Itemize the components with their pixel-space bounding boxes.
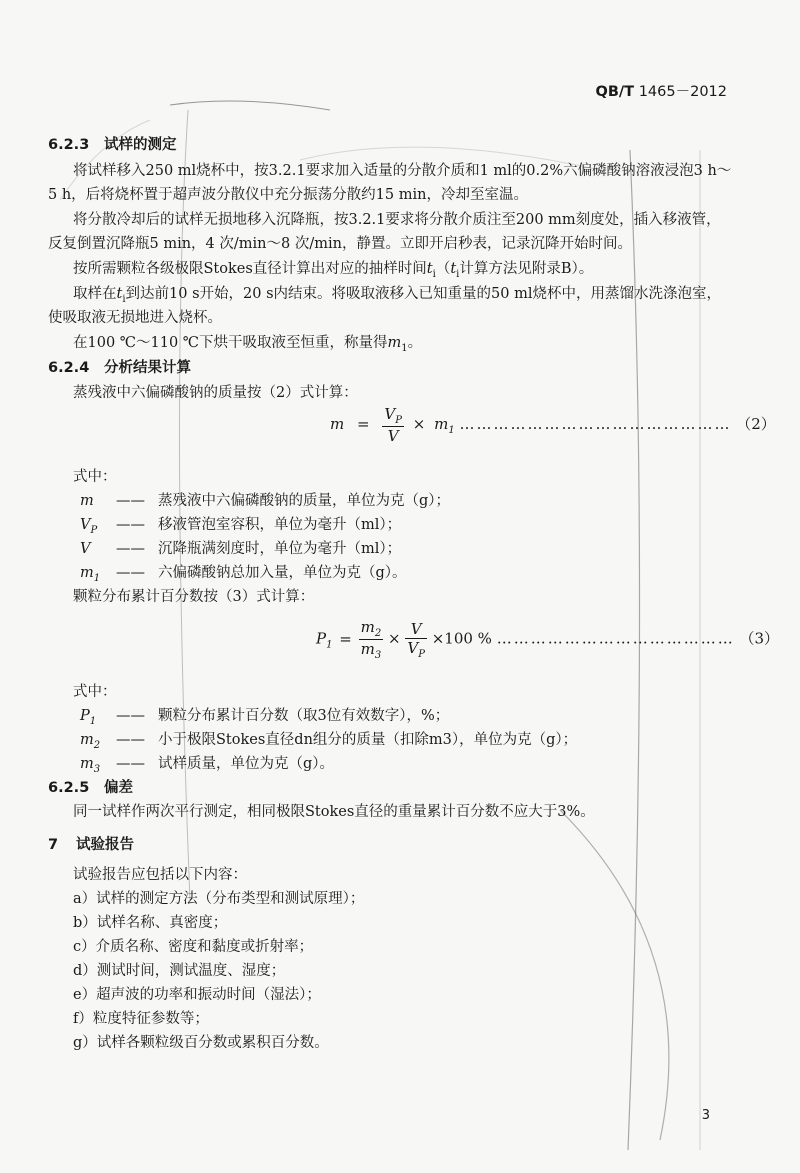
page-header — [596, 80, 728, 101]
section-7-heading — [48, 833, 134, 854]
definition-row: V —— 沉降瓶满刻度时，单位为毫升（ml）； — [80, 541, 402, 557]
formula-intro: 颗粒分布累计百分数按（3）式计算： — [73, 589, 315, 605]
definition-row: $V_P$ —— 移液管泡室容积，单位为毫升（ml）； — [80, 517, 402, 536]
section-6-2-4-heading — [48, 356, 191, 377]
paragraph-line: 5 h，后将烧杯置于超声波分散仪中充分振荡分散约15 min，冷却至室温。 — [48, 187, 528, 203]
definition-row: m —— 蒸残液中六偏磷酸钠的质量，单位为克（g）； — [80, 493, 451, 509]
formula-3: $P_1$ = $\frac{m_2}{m_3}$ × $\frac{V}{V_P}$ ×100 % …………………………………… （3） — [316, 618, 780, 661]
section-6-2-5-heading — [48, 776, 133, 797]
paragraph-line: 将试样移入250 ml烧杯中，按3.2.1要求加入适量的分散介质和1 ml的0.2%六偏磷酸钠溶液浸泡3 h～ — [73, 163, 732, 179]
section-title: 分析结果计算 — [104, 360, 191, 376]
paragraph-line: 同一试样作两次平行测定，相同极限Stokes直径的重量累计百分数不应大于3%。 — [73, 804, 595, 820]
standard-code: QB/T — [595, 84, 635, 100]
section-title: 偏差 — [104, 780, 133, 796]
definition-row: $m_1$ —— 六偏磷酸钠总加入量，单位为克（g）。 — [80, 565, 407, 584]
paragraph-line: 将分散冷却后的试样无损地移入沉降瓶，按3.2.1要求将分散介质注至200 mm刻度处，插入移液管， — [73, 212, 721, 228]
report-item: g）试样各颗粒级百分数或累积百分数。 — [73, 1035, 329, 1051]
report-item: c）介质名称、密度和黏度或折射率； — [73, 939, 314, 955]
formula-2: m = $\frac{V_P}{V}$ × $m_1$ ………………………………………… （2） — [330, 405, 776, 445]
report-item: a）试样的测定方法（分布类型和测试原理）； — [73, 891, 365, 907]
definition-row: $m_3$ —— 试样质量，单位为克（g）。 — [80, 756, 335, 775]
report-item: d）测试时间，测试温度、湿度； — [73, 963, 286, 979]
report-item: b）试样名称、真密度； — [73, 915, 228, 931]
section-title: 试验报告 — [76, 837, 134, 853]
where-label: 式中： — [73, 469, 117, 485]
report-intro: 试验报告应包括以下内容： — [73, 867, 247, 883]
where-label: 式中： — [73, 684, 117, 700]
equation-label: （3） — [739, 629, 780, 648]
equation-label: （2） — [736, 415, 776, 433]
section-number: 6.2.3 — [48, 137, 90, 153]
paragraph-line: 按所需颗粒各级极限Stokes直径计算出对应的抽样时间$t_i(t_i$计算方法见附录B）。 — [73, 261, 594, 280]
page-number: 3 — [701, 1108, 710, 1123]
paragraph-line: 在100 ℃～110 ℃下烘干吸取液至恒重，称量得$m_1$。 — [73, 335, 423, 354]
section-number: 6.2.5 — [48, 780, 90, 796]
section-6-2-3-heading — [48, 133, 177, 154]
definition-row: $m_2$ —— 小于极限Stokes直径dn组分的质量（扣除m3），单位为克（g）； — [80, 732, 578, 751]
section-number: 6.2.4 — [48, 360, 90, 376]
section-number: 7 — [48, 837, 59, 853]
standard-number: 1465－2012 — [638, 84, 727, 100]
paragraph-line: 使吸取液无损地进入烧杯。 — [48, 310, 222, 326]
formula-intro: 蒸残液中六偏磷酸钠的质量按（2）式计算： — [73, 385, 358, 401]
definition-row: $P_1$ —— 颗粒分布累计百分数（取3位有效数字），%； — [80, 708, 450, 727]
report-item: e）超声波的功率和振动时间（湿法）； — [73, 987, 321, 1003]
paragraph-line: 反复倒置沉降瓶5 min，4 次/min～8 次/min，静置。立即开启秒表，记录沉降开始时间。 — [48, 236, 632, 252]
paragraph-line: 取样在$t_i$到达前10 s开始，20 s内结束。将吸取液移入已知重量的50 ml烧杯中，用蒸馏水洗涤泡室， — [73, 286, 721, 305]
report-item: f）粒度特征参数等； — [73, 1011, 209, 1027]
section-title: 试样的测定 — [104, 137, 177, 153]
